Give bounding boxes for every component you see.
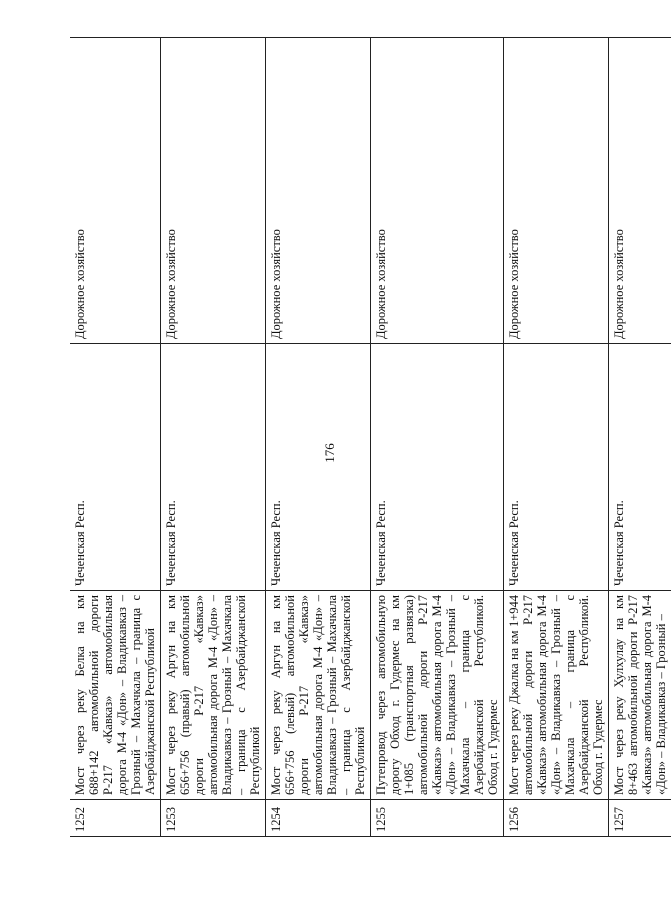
object-name: Мост через реку Аргун на км 656+756 (левый) автомобильной дороги Р-217 «Кавказ» автомобильная дорога М-4 «Дон» – Владикавказ – Грозный – Махачкала – граница с Азербайджанской Республикой	[266, 591, 371, 800]
row-number: 1256	[504, 800, 609, 837]
purpose: Дорожное хозяйство	[161, 38, 266, 344]
table-row	[504, 38, 609, 837]
table-row	[609, 38, 671, 837]
region: Чеченская Респ.	[70, 344, 161, 591]
row-number: 1255	[371, 800, 504, 837]
row-number: 1257	[609, 800, 671, 837]
object-name: Мост через реку Джалка на км 1+944 автомобильной дороги Р-217 «Кавказ» автомобильная дорога М-4 «Дон» – Владикавказ – Грозный – Махачкала – граница с Азербайджанской Республикой. Обход г. Гудермес	[504, 591, 609, 800]
row-number: 1252	[70, 800, 161, 837]
rotated-table-container	[70, 74, 668, 837]
table-row	[161, 38, 266, 837]
row-number: 1254	[266, 800, 371, 837]
table-row	[70, 38, 161, 837]
table-row	[266, 38, 371, 837]
page-number: 176	[322, 443, 337, 463]
table-row	[371, 38, 504, 837]
region: Чеченская Респ.	[504, 344, 609, 591]
row-number: 1253	[161, 800, 266, 837]
purpose: Дорожное хозяйство	[70, 38, 161, 344]
objects-table	[70, 37, 671, 837]
object-name: Мост через реку Аргун на км 656+756 (правый) автомобильной дороги Р-217 «Кавказ» автомобильная дорога М-4 «Дон» – Владикавказ – Грозный – Махачкала – граница с Азербайджанской Республикой	[161, 591, 266, 800]
object-name: Путепровод через автомобильную дорогу Обход г. Гудермес на км 1+085 (транспортная развязка) автомобильной дороги Р-217 «Кавказ» автомобильная дорога М-4 «Дон» – Владикавказ – Грозный – Махачкала – граница с Азербайджанской Республикой. Обход г. Гудермес	[371, 591, 504, 800]
object-name: Мост через реку Белка на км 688+142 автомобильной дороги Р-217 «Кавказ» автомобильная дорога М-4 «Дон» – Владикавказ – Грозный – Махачкала – граница с Азербайджанской Республикой	[70, 591, 161, 800]
object-name: Мост через реку Хулхулау на км 8+463 автомобильной дороги Р-217 «Кавказ» автомобильная дорога М-4 «Дон» – Владикавказ – Грозный –	[609, 591, 671, 800]
purpose: Дорожное хозяйство	[371, 38, 504, 344]
purpose: Дорожное хозяйство	[504, 38, 609, 344]
purpose: Дорожное хозяйство	[609, 38, 671, 344]
region: Чеченская Респ.	[161, 344, 266, 591]
purpose: Дорожное хозяйство	[266, 38, 371, 344]
region: Чеченская Респ.	[609, 344, 671, 591]
region: Чеченская Респ.	[371, 344, 504, 591]
region: Чеченская Респ.	[266, 344, 371, 591]
